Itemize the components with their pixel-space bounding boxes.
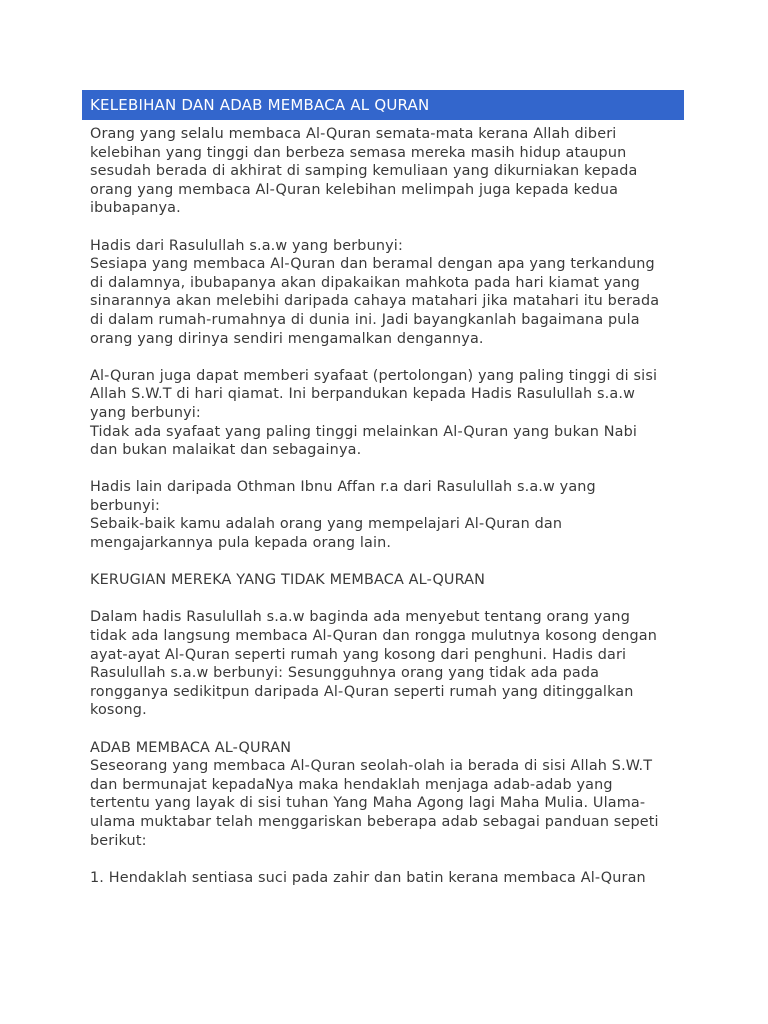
text-line: 1. Hendaklah sentiasa suci pada zahir dan batin kerana membaca Al-Quran [90, 869, 646, 886]
text-line: Al-Quran juga dapat memberi syafaat (pertolongan) yang paling tinggi di sisi [90, 367, 658, 384]
text-line: dan bermunajat kepadaNya maka hendaklah menjaga adab-adab yang [90, 776, 613, 793]
text-line: Tidak ada syafaat yang paling tinggi melainkan Al-Quran yang bukan Nabi [90, 423, 638, 440]
text-line: tertentu yang layak di sisi tuhan Yang Maha Agong lagi Maha Mulia. Ulama- [90, 795, 646, 812]
text-line: Dalam hadis Rasulullah s.a.w baginda ada menyebut tentang orang yang [90, 609, 630, 626]
text-line: Sebaik-baik kamu adalah orang yang mempelajari Al-Quran dan [90, 516, 563, 533]
text-line: kosong. [90, 702, 147, 719]
text-line: orang yang dirinya sendiri mengamalkan dengannya. [90, 330, 484, 347]
article-title: KELEBIHAN DAN ADAB MEMBACA AL QURAN [82, 90, 684, 120]
text-line: dan bukan malaikat dan sebagainya. [90, 442, 362, 459]
text-line: sinarannya akan melebihi daripada cahaya matahari jika matahari itu berada [90, 293, 660, 310]
text-line: mengajarkannya pula kepada orang lain. [90, 535, 392, 552]
text-line: berbunyi: [90, 497, 160, 514]
text-line: Orang yang selalu membaca Al-Quran semata-mata kerana Allah diberi [90, 126, 617, 142]
text-line: kelebihan yang tinggi dan berbeza semasa mereka masih hidup ataupun [90, 144, 627, 161]
paragraph [90, 869, 690, 888]
text-line: yang berbunyi: [90, 404, 201, 421]
text-line: rongganya sedikitpun daripada Al-Quran seperti rumah yang ditinggalkan [90, 683, 634, 700]
text-line: sesudah berada di akhirat di samping kemuliaan yang dikurniakan kepada [90, 163, 638, 180]
text-line: ulama muktabar telah menggariskan beberapa adab sebagai panduan sepeti [90, 813, 659, 830]
text-line: orang yang membaca Al-Quran kelebihan melimpah juga kepada kedua [90, 181, 619, 198]
text-line: berikut: [90, 832, 147, 849]
paragraph [90, 739, 690, 851]
paragraph [90, 237, 690, 349]
text-line: Allah S.W.T di hari qiamat. Ini berpandukan kepada Hadis Rasulullah s.a.w [90, 386, 635, 403]
paragraph [90, 125, 690, 218]
text-line: Sesiapa yang membaca Al-Quran dan beramal dengan apa yang terkandung [90, 256, 655, 273]
text-line: Rasulullah s.a.w berbunyi: Sesungguhnya orang yang tidak ada pada [90, 665, 600, 682]
text-line: di dalamnya, ibubapanya akan dipakaikan mahkota pada hari kiamat yang [90, 274, 640, 291]
text-line: ADAB MEMBACA AL-QURAN [90, 739, 292, 756]
paragraph [90, 571, 690, 590]
paragraph [90, 367, 690, 460]
article-body [90, 125, 690, 906]
paragraph [90, 608, 690, 720]
paragraph [90, 478, 690, 552]
text-line: Seseorang yang membaca Al-Quran seolah-olah ia berada di sisi Allah S.W.T [90, 758, 653, 775]
text-line: Hadis lain daripada Othman Ibnu Affan r.a dari Rasulullah s.a.w yang [90, 479, 596, 496]
text-line: tidak ada langsung membaca Al-Quran dan rongga mulutnya kosong dengan [90, 628, 658, 645]
text-line: Hadis dari Rasulullah s.a.w yang berbunyi: [90, 237, 403, 254]
text-line: ibubapanya. [90, 200, 181, 217]
text-line: KERUGIAN MEREKA YANG TIDAK MEMBACA AL-QURAN [90, 572, 486, 589]
text-line: ayat-ayat Al-Quran seperti rumah yang kosong dari penghuni. Hadis dari [90, 646, 627, 663]
text-line: di dalam rumah-rumahnya di dunia ini. Jadi bayangkanlah bagaimana pula [90, 311, 640, 328]
